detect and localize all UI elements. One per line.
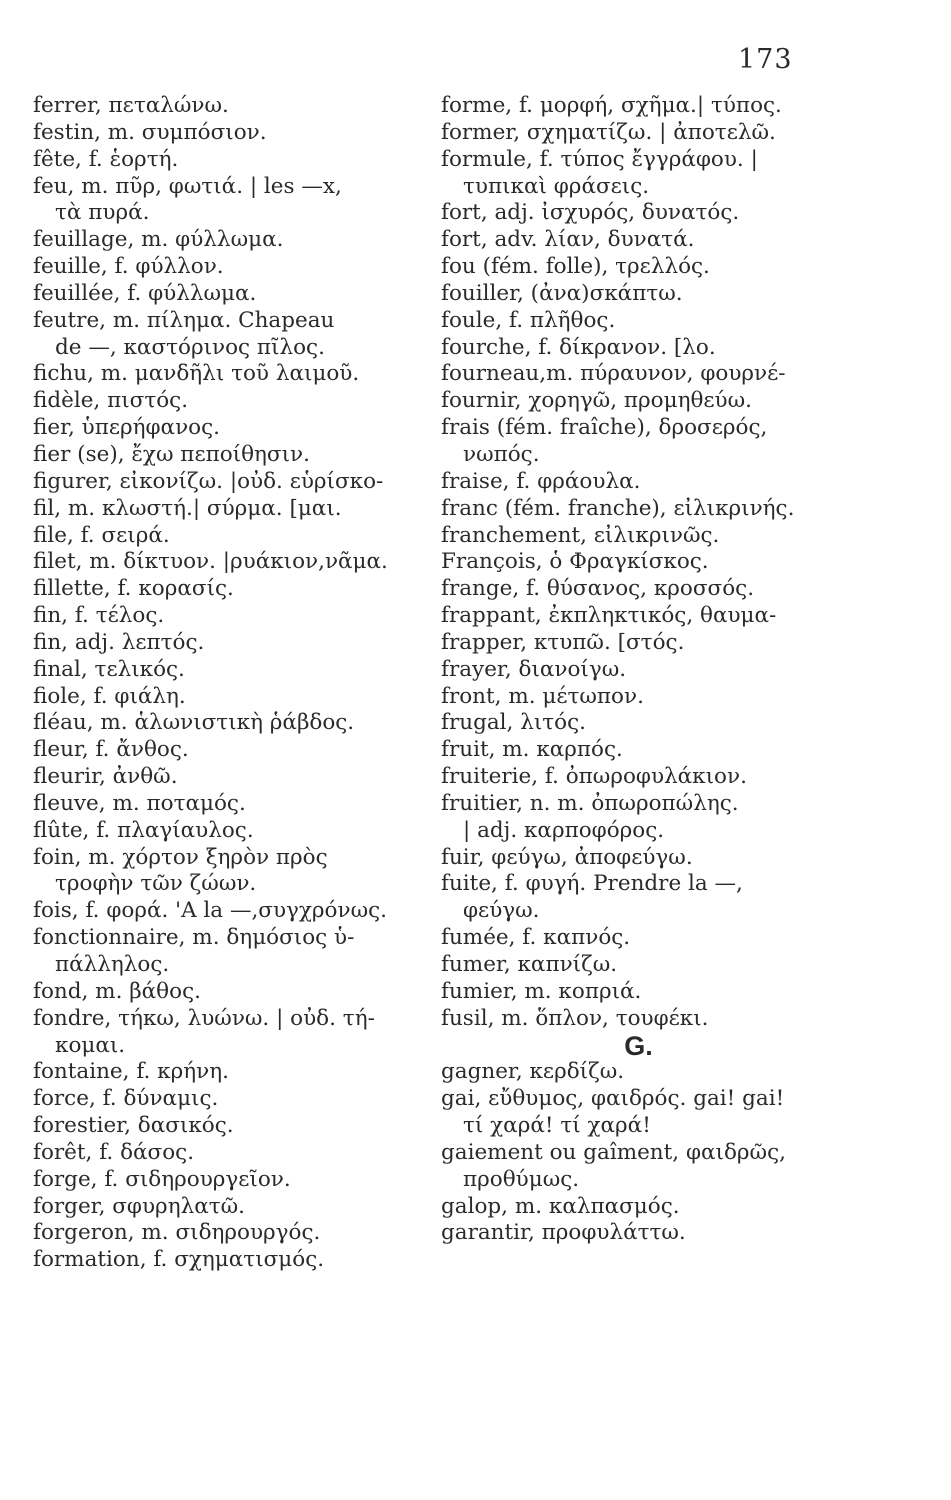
dictionary-entry: forêt, f. δάσος. <box>33 1139 195 1165</box>
entry-continuation: πάλληλος. <box>55 952 170 977</box>
dictionary-entry: figurer, εἰκονίζω. |οὐδ. εὑρίσκο- <box>33 468 384 494</box>
dictionary-entry: fête, f. ἑορτή. <box>33 146 179 172</box>
dictionary-entry: fléau, m. ἁλωνιστικὴ ῥάβδος. <box>33 710 355 736</box>
dictionary-entry: fou (fém. folle), τρελλός. <box>441 254 710 280</box>
right-column <box>441 93 836 1247</box>
dictionary-entry: former, σχηματίζω. | ἀποτελῶ. <box>441 119 776 145</box>
dictionary-entry: frange, f. θύσανος, κροσσός. <box>441 576 755 602</box>
dictionary-entry: fidèle, πιστός. <box>33 388 189 414</box>
dictionary-entry: forgeron, m. σιδηρουργός. <box>33 1220 321 1246</box>
dictionary-entry: forge, f. σιδηρουργεῖον. <box>33 1166 291 1192</box>
dictionary-entry: fleur, f. ἄνθος. <box>33 737 189 763</box>
dictionary-entry: fort, adv. λίαν, δυνατά. <box>441 227 695 253</box>
dictionary-entry: foule, f. πλῆθος. <box>441 307 616 333</box>
dictionary-entry: fillette, f. κορασίς. <box>33 576 234 602</box>
dictionary-entry: fond, m. βάθος. <box>33 978 201 1004</box>
dictionary-entry: forestier, δασικός. <box>33 1113 234 1139</box>
dictionary-entry: fondre, τήκω, λυώνω. | οὐδ. τή- <box>33 1005 375 1031</box>
dictionary-entry: fuir, φεύγω, ἀποφεύγω. <box>441 844 693 870</box>
dictionary-entry: fin, f. τέλος. <box>33 603 165 629</box>
dictionary-entry: filet, m. δίκτυον. |ρυάκιον,νᾶμα. <box>33 549 388 575</box>
dictionary-entry: foin, m. χόρτον ξηρὸν πρὸς <box>33 844 328 870</box>
dictionary-entry: garantir, προφυλάττω. <box>441 1220 686 1246</box>
dictionary-entry: fleuve, m. ποταμός. <box>33 790 246 816</box>
dictionary-entry: fruiterie, f. ὀπωροφυλάκιον. <box>441 764 747 790</box>
dictionary-entry: forme, f. μορφή, σχῆμα.| τύπος. <box>441 93 782 118</box>
dictionary-entry: force, f. δύναμις. <box>33 1086 219 1112</box>
dictionary-entry: fusil, m. ὅπλον, τουφέκι. <box>441 1005 709 1031</box>
dictionary-entry: feu, m. πῦρ, φωτιά. | les —x, <box>33 173 342 199</box>
dictionary-entry: fichu, m. μανδῆλι τοῦ λαιμοῦ. <box>33 361 360 387</box>
dictionary-entry: galop, m. καλπασμός. <box>441 1193 680 1219</box>
dictionary-entry: gagner, κερδίζω. <box>441 1059 625 1085</box>
dictionary-entry: fin, adj. λεπτός. <box>33 629 205 655</box>
dictionary-entry: François, ὁ Φραγκίσκος. <box>441 549 709 575</box>
dictionary-entry: frais (fém. fraîche), δροσερός, <box>441 415 768 441</box>
dictionary-entry: franc (fém. franche), εἰλικρινής. <box>441 495 795 521</box>
dictionary-entry: final, τελικός. <box>33 656 185 682</box>
dictionary-entry: fort, adj. ἰσχυρός, δυνατός. <box>441 200 740 226</box>
dictionary-entry: fier, ὑπερήφανος. <box>33 415 220 441</box>
dictionary-entry: forger, σφυρηλατῶ. <box>33 1193 245 1219</box>
entry-continuation: | adj. καρποφόρος. <box>463 817 665 843</box>
entry-continuation: τὰ πυρά. <box>55 200 150 226</box>
dictionary-entry: frapper, κτυπῶ. [στός. <box>441 629 685 655</box>
page-number: 173 <box>738 44 793 75</box>
entry-continuation: κομαι. <box>55 1032 126 1058</box>
dictionary-entry: formule, f. τύπος ἔγγράφου. | <box>441 146 758 172</box>
dictionary-entry: fournir, χορηγῶ, προμηθεύω. <box>441 388 752 414</box>
dictionary-entry: fourneau,m. πύραυνον, φουρνέ- <box>441 361 786 387</box>
dictionary-entry: fiole, f. φιάλη. <box>33 683 186 709</box>
section-letter-heading: G. <box>624 1030 653 1061</box>
dictionary-entry: fraise, f. φράουλα. <box>441 468 641 494</box>
entry-continuation: φεύγω. <box>463 898 540 924</box>
dictionary-entry: formation, f. σχηματισμός. <box>33 1247 325 1273</box>
dictionary-entry: franchement, εἰλικρινῶς. <box>441 522 720 548</box>
dictionary-entry: feuillée, f. φύλλωμα. <box>33 280 257 306</box>
dictionary-entry: fonctionnaire, m. δημόσιος ὑ- <box>33 925 355 951</box>
dictionary-entry: feuillage, m. φύλλωμα. <box>33 227 284 253</box>
dictionary-entry: fleurir, ἀνθῶ. <box>33 764 178 790</box>
dictionary-entry: fuite, f. φυγή. Prendre la —, <box>441 871 743 897</box>
dictionary-entry: gaiement ou gaîment, φαιδρῶς, <box>441 1139 786 1165</box>
left-column <box>33 93 443 1274</box>
dictionary-entry: ferrer, πεταλώνω. <box>33 93 229 118</box>
dictionary-entry: fumier, m. κοπριά. <box>441 978 642 1004</box>
entries-g <box>441 1059 836 1247</box>
entries-f <box>441 93 836 1033</box>
dictionary-entry: fier (se), ἔχω πεποίθησιν. <box>33 441 310 467</box>
dictionary-entry: fil, m. κλωστή.| σύρμα. [μαι. <box>33 495 342 521</box>
dictionary-entry: frappant, ἐκπληκτικός, θαυμα- <box>441 603 777 629</box>
entry-continuation: τροφὴν τῶν ζώων. <box>55 871 257 897</box>
dictionary-entry: festin, m. συμπόσιον. <box>33 119 267 145</box>
dictionary-entry: fouiller, (ἀνα)σκάπτω. <box>441 280 683 306</box>
dictionary-entry: fumer, καπνίζω. <box>441 952 618 977</box>
dictionary-entry: frayer, διανοίγω. <box>441 656 627 682</box>
dictionary-entry: feutre, m. πίλημα. Chapeau <box>33 307 335 333</box>
entry-continuation: de —, καστόρινος πῖλος. <box>55 334 325 360</box>
entry-continuation: προθύμως. <box>463 1166 580 1192</box>
dictionary-entry: feuille, f. φύλλον. <box>33 254 224 280</box>
dictionary-entry: flûte, f. πλαγίαυλος. <box>33 817 254 843</box>
dictionary-entry: fois, f. φορά. 'A la —,συγχρόνως. <box>33 898 387 924</box>
dictionary-entry: front, m. μέτωπον. <box>441 683 644 709</box>
entry-continuation: τυπικαὶ φράσεις. <box>463 173 650 199</box>
dictionary-entry: file, f. σειρά. <box>33 522 170 548</box>
dictionary-entry: fruit, m. καρπός. <box>441 737 623 763</box>
dictionary-entry: fontaine, f. κρήνη. <box>33 1059 229 1085</box>
entry-continuation: τί χαρά! τί χαρά! <box>463 1113 651 1139</box>
dictionary-entry: gai, εὔθυμος, φαιδρός. gai! gai! <box>441 1086 785 1112</box>
dictionary-entry: fourche, f. δίκρανον. [λο. <box>441 334 716 360</box>
dictionary-entry: frugal, λιτός. <box>441 710 586 736</box>
entry-continuation: νωπός. <box>463 441 540 467</box>
dictionary-entry: fruitier, n. m. ὀπωροπώλης. <box>441 790 739 816</box>
dictionary-entry: fumée, f. καπνός. <box>441 925 631 951</box>
